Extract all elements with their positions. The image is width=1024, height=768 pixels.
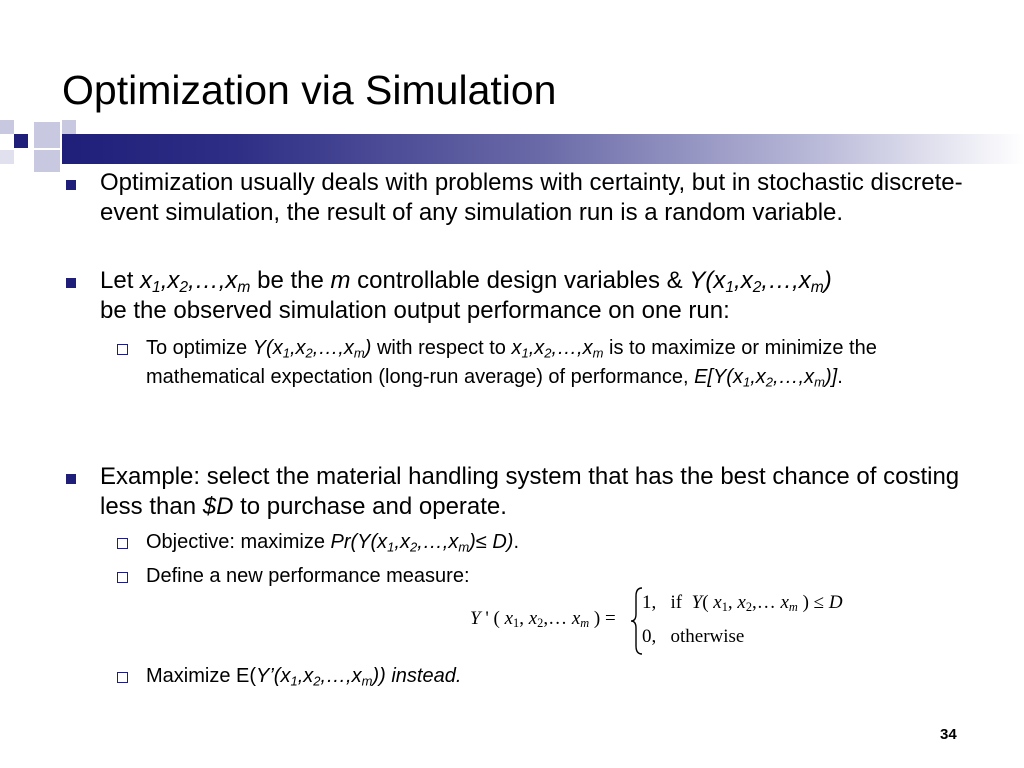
formula-case-2: 0, otherwise xyxy=(642,626,745,647)
sub-bullet-marker-icon xyxy=(117,572,128,583)
sub-bullet-text: Maximize $E(Y’(x_1,x_2,\dots,x_m))$ instead. xyxy=(146,665,462,689)
sub-bullet-marker-icon xyxy=(117,344,128,355)
bullet-marker-icon xyxy=(66,180,76,190)
sub-bullet-text: To optimize $Y(x_1,x_2,\dots,x_m)$ with respect to $x_1,x_2,\dots,x_m$ is to maximize or minimize the mathematical expectation (long-run average) of performance, $E[Y(x_1,x_2,\dots,x_m)]$. xyxy=(146,337,877,390)
sub-bullet-text: Define a new performance measure: xyxy=(146,565,470,587)
bullet-text: Let $x_1,x_2,\dots,x_m$ be the m controllable design variables & $Y(x_1,x_2,\dots,x_m)$ be the observed simulation output performance on one run: xyxy=(100,267,832,324)
formula-lhs: Y ' ( $x_1$, $x_2,\dots$ $x_m$ ) = xyxy=(470,608,616,631)
page-number: 34 xyxy=(940,726,957,743)
bullet-text: Optimization usually deals with problems with certainty, but in stochastic discrete-event simulation, the result of any simulation run is a random variable. xyxy=(100,169,963,226)
formula-case-1: 1, if Y( $x_1$, $x_2,\dots$ $x_m$ ) ≤ D xyxy=(642,592,843,615)
bullet-text: Example: select the material handling system that has the best chance of costing less than $D to purchase and operate. xyxy=(100,463,960,520)
sub-bullet-marker-icon xyxy=(117,672,128,683)
bullet-marker-icon xyxy=(66,474,76,484)
sub-bullet-text: Objective: maximize $Pr(Y(x_1,x_2,\dots,x_m)\le D)$. xyxy=(146,531,520,555)
bullet-marker-icon xyxy=(66,278,76,288)
slide-title: Optimization via Simulation xyxy=(62,67,557,113)
sub-bullet-marker-icon xyxy=(117,538,128,549)
title-bar xyxy=(62,134,1024,164)
